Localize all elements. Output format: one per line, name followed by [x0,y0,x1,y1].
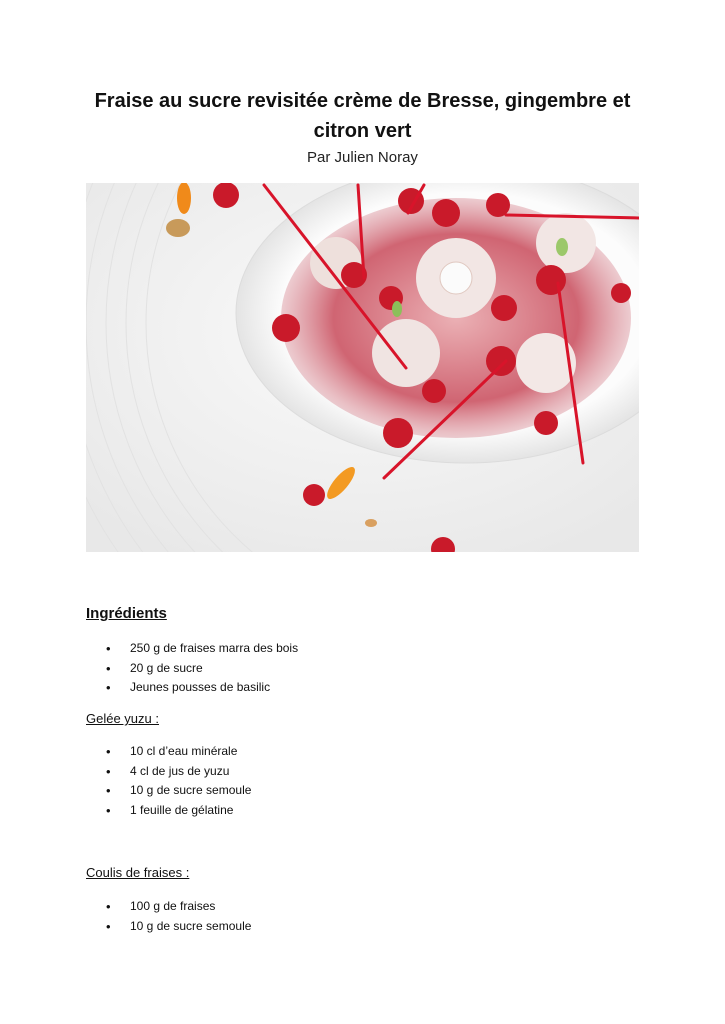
recipe-title-line-1: Fraise au sucre revisitée crème de Bresse, gingembre et [94,90,631,112]
coulis-list [86,897,251,936]
list-item: • 4 cl de jus de yuzu [86,762,251,782]
recipe-title-line-2: citron vert [313,120,412,142]
dessert-illustration [86,183,639,552]
sugar-lace [281,198,631,438]
list-item: • 250 g de fraises marra des bois [86,639,298,659]
ingredients-heading: Ingrédients [86,605,167,622]
coulis-heading: Coulis de fraises : [86,865,190,880]
list-item: • 1 feuille de gélatine [86,801,251,821]
recipe-title [86,86,639,146]
gelee-heading: Gelée yuzu : [86,711,159,726]
list-item: • 100 g de fraises [86,897,251,917]
list-item: • 10 cl d’eau minérale [86,742,251,762]
list-item: • 10 g de sucre semoule [86,781,251,801]
list-item: • Jeunes pousses de basilic [86,678,298,698]
list-item: • 20 g de sucre [86,659,298,679]
dessert-photo [86,183,639,552]
ingredients-list [86,639,298,698]
list-item: • 10 g de sucre semoule [86,917,251,937]
gelee-list [86,742,251,820]
recipe-author: Par Julien Noray [307,149,418,166]
